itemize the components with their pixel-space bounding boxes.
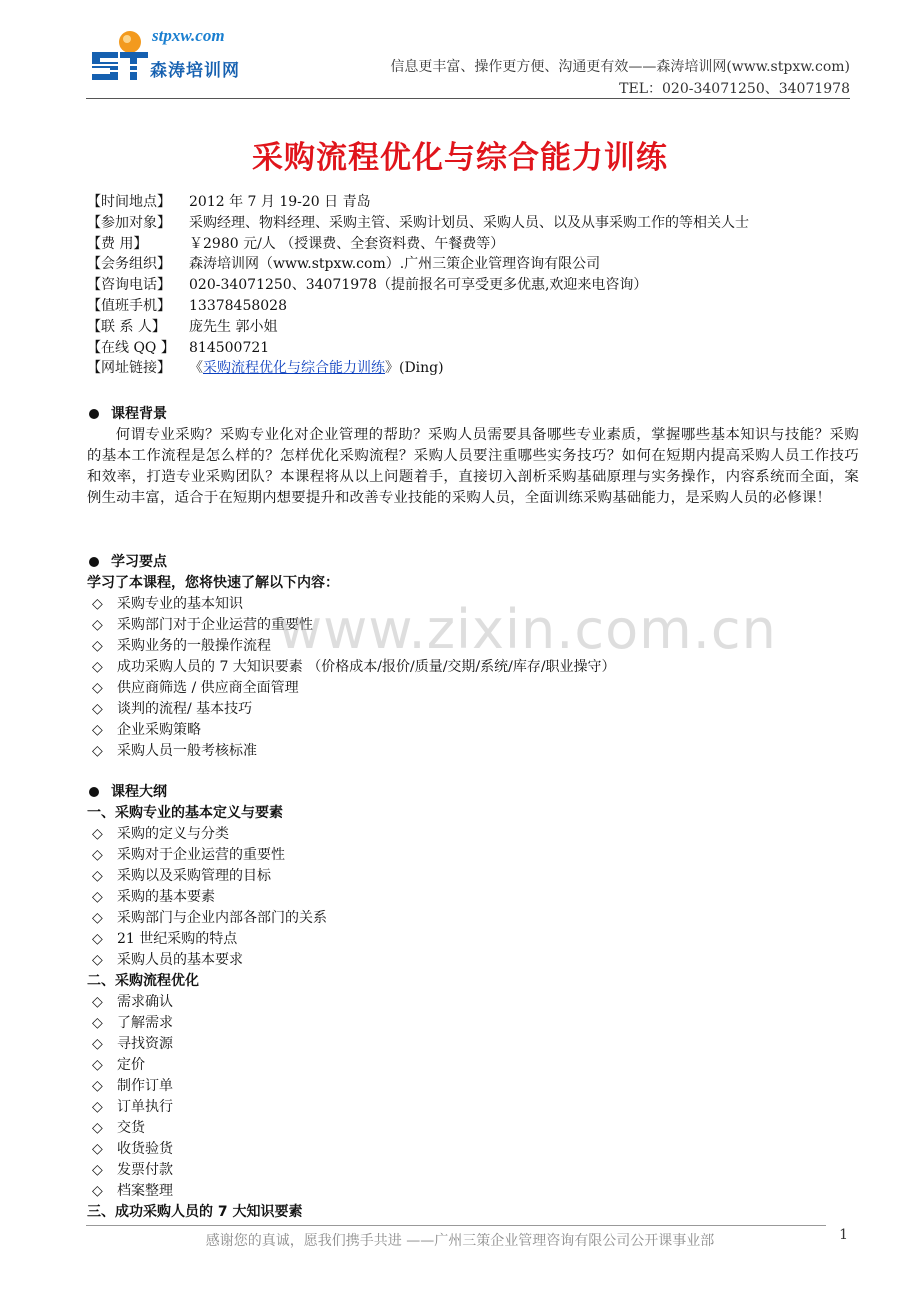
info-row (87, 338, 867, 359)
info-key: 【联 系 人】 (87, 318, 166, 335)
list-item (87, 950, 859, 971)
info-row (87, 317, 867, 338)
info-key: 【网址链接】 (87, 360, 171, 377)
outline-section (87, 782, 859, 1223)
info-key: 【在线 QQ 】 (87, 339, 175, 356)
list-item-text: 需求确认 (117, 994, 173, 1010)
key-points-intro: 学习了本课程，您将快速了解以下内容： (87, 575, 339, 591)
background-paragraph: 何谓专业采购？采购专业化对企业管理的帮助？采购人员需要具备哪些专业素质，掌握哪些基本知识与技能？采购的基本工作流程是怎么样的？怎样优化采购流程？采购人员要注重哪些实务技巧？如何在短期内提高采购人员工作技巧和效率，打造专业采购团队？本课程将从以上问题着手，直接切入剖析采购基础原理与实务操作，内容系统而全面，案例生动丰富，适合于在短期内想要提升和改善专业技能的采购人员，全面训练采购基础能力，是采购人员的必修课！ (87, 427, 859, 506)
header-tel: TEL：020-34071250、34071978 (619, 81, 850, 97)
list-item (87, 1118, 859, 1139)
list-item-text: 订单执行 (117, 1099, 173, 1115)
info-row (87, 234, 867, 255)
page-footer: 感谢您的真诚，愿我们携手共进 ——广州三策企业管理咨询有限公司公开课事业部 (205, 1233, 715, 1249)
list-item (87, 1055, 859, 1076)
page-number: 1 (839, 1227, 848, 1243)
logo-mark-icon (88, 28, 150, 84)
header-divider (86, 98, 850, 99)
info-value: 庞先生 郭小姐 (189, 318, 278, 335)
info-value: 2012 年 7 月 19-20 日 青岛 (189, 194, 371, 210)
diamond-bullet-icon: ◇ (92, 994, 103, 1010)
background-section (87, 404, 859, 509)
info-row (87, 296, 867, 317)
list-item-text: 采购人员一般考核标准 (117, 743, 257, 759)
info-value: 采购经理、物料经理、采购主管、采购计划员、采购人员、以及从事采购工作的等相关人士 (189, 214, 749, 231)
list-item-text: 档案整理 (117, 1183, 173, 1199)
diamond-bullet-icon: ◇ (92, 1141, 103, 1157)
list-item-text: 交货 (117, 1120, 145, 1136)
list-item-text: 采购部门对于企业运营的重要性 (117, 617, 313, 633)
list-item-text: 采购专业的基本知识 (117, 596, 243, 612)
diamond-bullet-icon: ◇ (92, 596, 103, 612)
info-row (87, 192, 867, 213)
diamond-bullet-icon: ◇ (92, 931, 103, 947)
list-item-text: 采购业务的一般操作流程 (117, 638, 271, 654)
list-item-text: 寻找资源 (117, 1036, 173, 1052)
diamond-bullet-icon: ◇ (92, 659, 103, 675)
link-open-bracket: 《 (189, 360, 203, 377)
course-info-block (87, 192, 867, 379)
info-key: 【费 用】 (87, 235, 148, 252)
diamond-bullet-icon: ◇ (92, 910, 103, 926)
list-item-text: 定价 (117, 1057, 145, 1073)
diamond-bullet-icon: ◇ (92, 1015, 103, 1031)
list-item (87, 929, 859, 950)
diamond-bullet-icon: ◇ (92, 889, 103, 905)
list-item (87, 992, 859, 1013)
info-row (87, 275, 867, 296)
list-item (87, 678, 859, 699)
list-item-text: 采购以及采购管理的目标 (117, 868, 271, 884)
diamond-bullet-icon: ◇ (92, 617, 103, 633)
course-page-link[interactable]: 采购流程优化与综合能力训练 (203, 360, 385, 377)
list-item-text: 企业采购策略 (117, 722, 201, 738)
list-item (87, 1076, 859, 1097)
diamond-bullet-icon: ◇ (92, 1120, 103, 1136)
bullet-dot-icon (89, 787, 99, 797)
info-row (87, 213, 867, 234)
outline-section-title: 三、成功采购人员的 7 大知识要素 (87, 1204, 303, 1220)
outline-heading-text: 课程大纲 (111, 784, 167, 800)
info-value: ￥2980 元/人 （授课费、全套资料费、午餐费等） (189, 235, 505, 252)
list-item-text: 成功采购人员的 7 大知识要素 （价格成本/报价/质量/交期/系统/库存/职业操守） (117, 659, 616, 675)
diamond-bullet-icon: ◇ (92, 1162, 103, 1178)
info-row (87, 254, 867, 275)
diamond-bullet-icon: ◇ (92, 638, 103, 654)
list-item (87, 1160, 859, 1181)
list-item (87, 1013, 859, 1034)
logo-brand-text: 森涛培训网 (150, 61, 240, 81)
diamond-bullet-icon: ◇ (92, 680, 103, 696)
bullet-dot-icon (89, 409, 99, 419)
list-item-text: 采购对于企业运营的重要性 (117, 847, 285, 863)
link-close-bracket: 》(Ding) (385, 360, 444, 377)
list-item-text: 发票付款 (117, 1162, 173, 1178)
info-value: 森涛培训网（www.stpxw.com）.广州三策企业管理咨询有限公司 (189, 256, 601, 273)
list-item-text: 21 世纪采购的特点 (117, 931, 238, 947)
background-heading (87, 404, 859, 425)
list-item (87, 720, 859, 741)
outline-heading (87, 782, 859, 803)
list-item (87, 845, 859, 866)
background-heading-text: 课程背景 (111, 406, 167, 422)
list-item-text: 采购部门与企业内部各部门的关系 (117, 910, 327, 926)
list-item (87, 1139, 859, 1160)
diamond-bullet-icon: ◇ (92, 1036, 103, 1052)
outline-section-title: 二、采购流程优化 (87, 973, 199, 989)
list-item-text: 采购的定义与分类 (117, 826, 229, 842)
list-item-text: 供应商筛选 / 供应商全面管理 (117, 680, 299, 696)
footer-divider (86, 1225, 826, 1226)
list-item (87, 1034, 859, 1055)
list-item-text: 采购人员的基本要求 (117, 952, 243, 968)
watermark: www.zixin.com.cn (278, 598, 777, 661)
diamond-bullet-icon: ◇ (92, 868, 103, 884)
info-key: 【会务组织】 (87, 256, 171, 273)
diamond-bullet-icon: ◇ (92, 743, 103, 759)
site-logo[interactable] (88, 24, 248, 84)
list-item (87, 824, 859, 845)
info-row-link (87, 358, 867, 379)
info-key: 【参加对象】 (87, 214, 171, 231)
bullet-dot-icon (89, 557, 99, 567)
info-value: 13378458028 (189, 297, 287, 314)
list-item (87, 741, 859, 762)
list-item (87, 1097, 859, 1118)
diamond-bullet-icon: ◇ (92, 1183, 103, 1199)
diamond-bullet-icon: ◇ (92, 826, 103, 842)
list-item (87, 699, 859, 720)
list-item (87, 1181, 859, 1202)
list-item-text: 采购的基本要素 (117, 889, 215, 905)
list-item-text: 收货验货 (117, 1141, 173, 1157)
list-item-text: 制作订单 (117, 1078, 173, 1094)
info-value: 020-34071250、34071978（提前报名可享受更多优惠,欢迎来电咨询） (189, 277, 648, 294)
list-item (87, 887, 859, 908)
diamond-bullet-icon: ◇ (92, 701, 103, 717)
list-item-text: 了解需求 (117, 1015, 173, 1031)
key-points-heading-text: 学习要点 (111, 554, 167, 570)
list-item (87, 908, 859, 929)
page-header (0, 0, 920, 100)
diamond-bullet-icon: ◇ (92, 1057, 103, 1073)
diamond-bullet-icon: ◇ (92, 1099, 103, 1115)
diamond-bullet-icon: ◇ (92, 1078, 103, 1094)
list-item-text: 谈判的流程/ 基本技巧 (117, 701, 253, 717)
header-slogan: 信息更丰富、操作更方便、沟通更有效——森涛培训网(www.stpxw.com) (390, 59, 850, 75)
diamond-bullet-icon: ◇ (92, 847, 103, 863)
outline-section-title: 一、采购专业的基本定义与要素 (87, 805, 283, 821)
diamond-bullet-icon: ◇ (92, 952, 103, 968)
document-title: 采购流程优化与综合能力训练 (252, 140, 668, 176)
key-points-heading (87, 552, 859, 573)
list-item (87, 866, 859, 887)
info-key: 【时间地点】 (87, 194, 171, 210)
info-value: 814500721 (189, 339, 270, 356)
info-key: 【咨询电话】 (87, 277, 171, 294)
diamond-bullet-icon: ◇ (92, 722, 103, 738)
info-key: 【值班手机】 (87, 297, 171, 314)
logo-url-text: stpxw.com (152, 26, 225, 45)
